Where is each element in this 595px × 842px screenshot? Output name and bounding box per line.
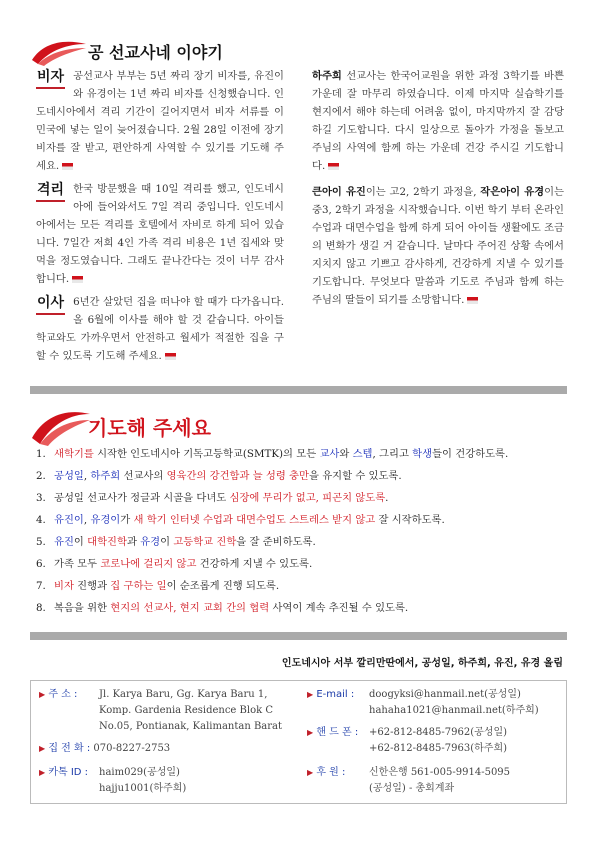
prayer-highlight: 현지의 선교사, 현지 교회 간의 협력 [110, 602, 270, 614]
section-header-prayer [28, 402, 328, 448]
mobile-label: 핸 드 폰 : [316, 727, 359, 738]
arrow-icon: ▶ [307, 728, 314, 737]
children-mid-text: 이는 고2, 2학기 과정을, [365, 186, 481, 198]
arrow-icon: ▶ [39, 744, 46, 753]
prayer-list [36, 446, 566, 622]
visa-text: 공선교사 부부는 5년 짜리 장기 비자를, 유진이와 유경이는 1년 짜리 비자를 신청했습니다. 인도네시아에서 격리 기간이 길어지면서 비자 서류를 이민국에 넣는 일이 늦어졌습니다. 2월 28일 이전에 장기 비자를 잘 받고, 편안하게 사역할 수 있기를 기도해 주세요. [36, 70, 284, 172]
prayer-item [36, 556, 566, 578]
prayer-number: 5. [36, 536, 46, 548]
support-block [307, 765, 345, 781]
support-lines [369, 765, 510, 797]
prayer-highlight: 비자 [54, 580, 74, 592]
prayer-text: 을 유지할 수 있도록. [308, 470, 402, 482]
email-label: E-mail : [316, 689, 355, 700]
phone-label: 집 전 화 : [48, 743, 91, 754]
address-lines [99, 687, 282, 735]
yujin-name: 큰아이 유진 [312, 186, 366, 198]
hajuhee-name: 하주희 [312, 70, 342, 82]
prayer-item [36, 490, 566, 512]
section-title-prayer: 기도해 주세요 [88, 416, 211, 440]
arrow-icon: ▶ [39, 768, 46, 777]
phone-value: 070-8227-2753 [93, 743, 171, 754]
prayer-highlight: 유경이 [90, 514, 121, 526]
prayer-highlight: 학생 [412, 448, 433, 460]
prayer-text: 이 [160, 536, 174, 548]
hajuhee-text: 선교사는 한국어교원을 위한 과정 3학기를 바쁜 가운데 잘 마무리 하였습니다. 이제 마지막 실습학기를 현지에서 해야 하는데 어려움 없이, 마지막까지 잘 감당하길 기도합니다. 다시 일상으로 돌아가 가정을 돌보고 주님의 사역에 함께 하는 가운데 건강 주시길 기도합니다. [312, 70, 564, 172]
quarantine-tag: 격리 [36, 180, 65, 202]
divider-bar [30, 386, 567, 394]
support-label: 후 원 : [316, 767, 346, 778]
prayer-highlight: 유진이 [54, 514, 84, 526]
prayer-text: 이 순조롭게 진행 되도록. [166, 580, 280, 592]
prayer-text: 가 [120, 514, 134, 526]
kakao-id: hajju1001(하주희) [99, 783, 187, 794]
prayer-highlight: 유진 [54, 536, 74, 548]
email-lines [369, 687, 539, 719]
email-address: hahaha1021@hanmail.net(하주희) [369, 705, 539, 716]
visa-paragraph [36, 67, 284, 175]
email-block [307, 687, 354, 703]
move-paragraph [36, 293, 284, 365]
prayer-highlight: 집 구하는 일 [110, 580, 167, 592]
support-account: (공성일) - 총회계좌 [369, 783, 455, 794]
kakao-id: haim029(공성일) [99, 767, 180, 778]
red-brush-icon [28, 402, 92, 448]
phone-row [39, 741, 170, 757]
prayer-item [36, 578, 566, 600]
prayer-text: 복음을 위한 [54, 602, 111, 614]
prayer-highlight: 대학진학 [87, 536, 127, 548]
mobile-lines [369, 725, 507, 757]
prayer-text: 공성일 선교사가 정글과 시골을 다녀도 [54, 492, 230, 504]
arrow-icon: ▶ [307, 690, 314, 699]
address-line: Jl. Karya Baru, Gg. Karya Baru 1, [99, 689, 268, 700]
address-line: No.05, Pontianak, Kalimantan Barat [99, 721, 283, 732]
support-account: 신한은행 561-005-9914-5095 [369, 767, 511, 778]
section-header-story [28, 34, 268, 68]
children-text: 이는 중3, 2학기 과정을 시작했습니다. 이번 학기 부터 온라인 수업과 대면수업을 함께 하게 되어 아이들 생활에도 조금의 변화가 생길 거 같습니다. 날마다 주어진 상황 속에서 지치지 않고 기쁘고 감사하게, 건강하게 지낼 수 있기를 기도합니다. 무엇보다 말씀과 기도로 주님과 함께 하는 주님의 딸들이 되기를 소망합니다. [312, 186, 564, 306]
flag-icon [62, 163, 73, 170]
prayer-number: 1. [36, 448, 46, 460]
prayer-number: 4. [36, 514, 46, 526]
prayer-number: 3. [36, 492, 46, 504]
prayer-text: 가족 모두 [54, 558, 101, 570]
section-title-story: 공 선교사네 이야기 [88, 43, 223, 62]
quarantine-text: 한국 방문했을 때 10일 격리를 했고, 인도네시아에 들어와서도 7일 격리 중입니다. 인도네시아에서는 모든 격리를 호텔에서 자비로 하게 되어 있습니다. 7일간 저희 4인 가족 격리 비용은 1년 집세와 맞먹을 정도였습니다. 그래도 끝나간다는 것이 너무 감사합니다. [36, 183, 284, 285]
prayer-highlight: 유경 [140, 536, 161, 548]
flag-icon [165, 353, 176, 360]
prayer-text: . [385, 492, 389, 504]
prayer-text: 이 [73, 536, 88, 548]
kakao-block [39, 765, 88, 781]
mobile-number: +62-812-8485-7962(공성일) [369, 727, 508, 738]
address-line: Komp. Gardenia Residence Blok C [99, 705, 273, 716]
kakao-lines [99, 765, 186, 797]
prayer-highlight: 하주희 [90, 470, 121, 482]
prayer-number: 8. [36, 602, 46, 614]
prayer-text: 와 [339, 448, 353, 460]
prayer-text: 진행과 [73, 580, 111, 592]
prayer-text: 시작한 인도네시아 기독고등학교(SMTK)의 모든 [93, 448, 320, 460]
quarantine-paragraph [36, 180, 284, 288]
prayer-highlight: 공성일 [54, 470, 84, 482]
signature-line: 인도네시아 서부 깔리만딴에서, 공성일, 하주희, 유진, 유경 올림 [281, 658, 563, 669]
prayer-highlight: 코로나에 걸리지 않고 [100, 558, 197, 570]
flag-icon [467, 297, 478, 304]
address-label: 주 소 : [48, 689, 78, 700]
prayer-text: 선교사의 [120, 470, 167, 482]
mobile-number: +62-812-8485-7963(하주희) [369, 743, 508, 754]
prayer-highlight: 스텝 [352, 448, 373, 460]
prayer-highlight: 고등학교 진학 [173, 536, 237, 548]
prayer-text: 과 [126, 536, 141, 548]
left-column [36, 67, 284, 370]
prayer-text: 들이 건강하도록. [432, 448, 509, 460]
prayer-text: 사역이 계속 추진될 수 있도록. [269, 602, 409, 614]
mobile-block [307, 725, 358, 741]
visa-tag: 비자 [36, 67, 65, 89]
prayer-item [36, 600, 566, 622]
prayer-item [36, 468, 566, 490]
kakao-label: 카톡 ID : [48, 767, 89, 778]
flag-icon [328, 163, 339, 170]
prayer-highlight: 영육간의 강건함과 늘 성령 충만 [166, 470, 309, 482]
prayer-text: 건강하게 지낼 수 있도록. [196, 558, 313, 570]
prayer-highlight: 교사 [319, 448, 340, 460]
red-brush-icon [28, 34, 88, 68]
contact-box [30, 680, 567, 804]
prayer-text: , 그리고 [372, 448, 413, 460]
prayer-number: 6. [36, 558, 46, 570]
prayer-number: 2. [36, 470, 46, 482]
right-column [312, 67, 564, 314]
hajuhee-paragraph [312, 67, 564, 175]
flag-icon [72, 276, 83, 283]
prayer-highlight: 새학기를 [54, 448, 94, 460]
prayer-number: 7. [36, 580, 46, 592]
arrow-icon: ▶ [39, 690, 46, 699]
divider-bar [30, 632, 567, 640]
address-block [39, 687, 77, 703]
prayer-highlight: 심장에 무리가 없고, 피곤치 않도록 [229, 492, 386, 504]
prayer-item [36, 512, 566, 534]
prayer-text: 잘 시작하도록. [375, 514, 445, 526]
prayer-text: , [83, 514, 91, 526]
prayer-highlight: 새 학기 인터넷 수업과 대면수업도 스트레스 받지 않고 [133, 514, 376, 526]
prayer-text: , [83, 470, 91, 482]
yukyung-name: 작은아이 유경 [480, 186, 545, 198]
arrow-icon: ▶ [307, 768, 314, 777]
prayer-item [36, 534, 566, 556]
email-address: doogyksi@hanmail.net(공성일) [369, 689, 521, 700]
children-paragraph [312, 183, 564, 309]
move-tag: 이사 [36, 293, 65, 315]
prayer-item [36, 446, 566, 468]
move-text: 6년간 살았던 집을 떠나야 할 때가 다가옵니다. 올 6월에 이사를 해야 할 것 같습니다. 아이들 학교와도 가까우면서 안전하고 월세가 적절한 집을 구할 수 있도록 기도해 주세요. [36, 296, 284, 362]
prayer-text: 을 잘 준비하도록. [236, 536, 316, 548]
